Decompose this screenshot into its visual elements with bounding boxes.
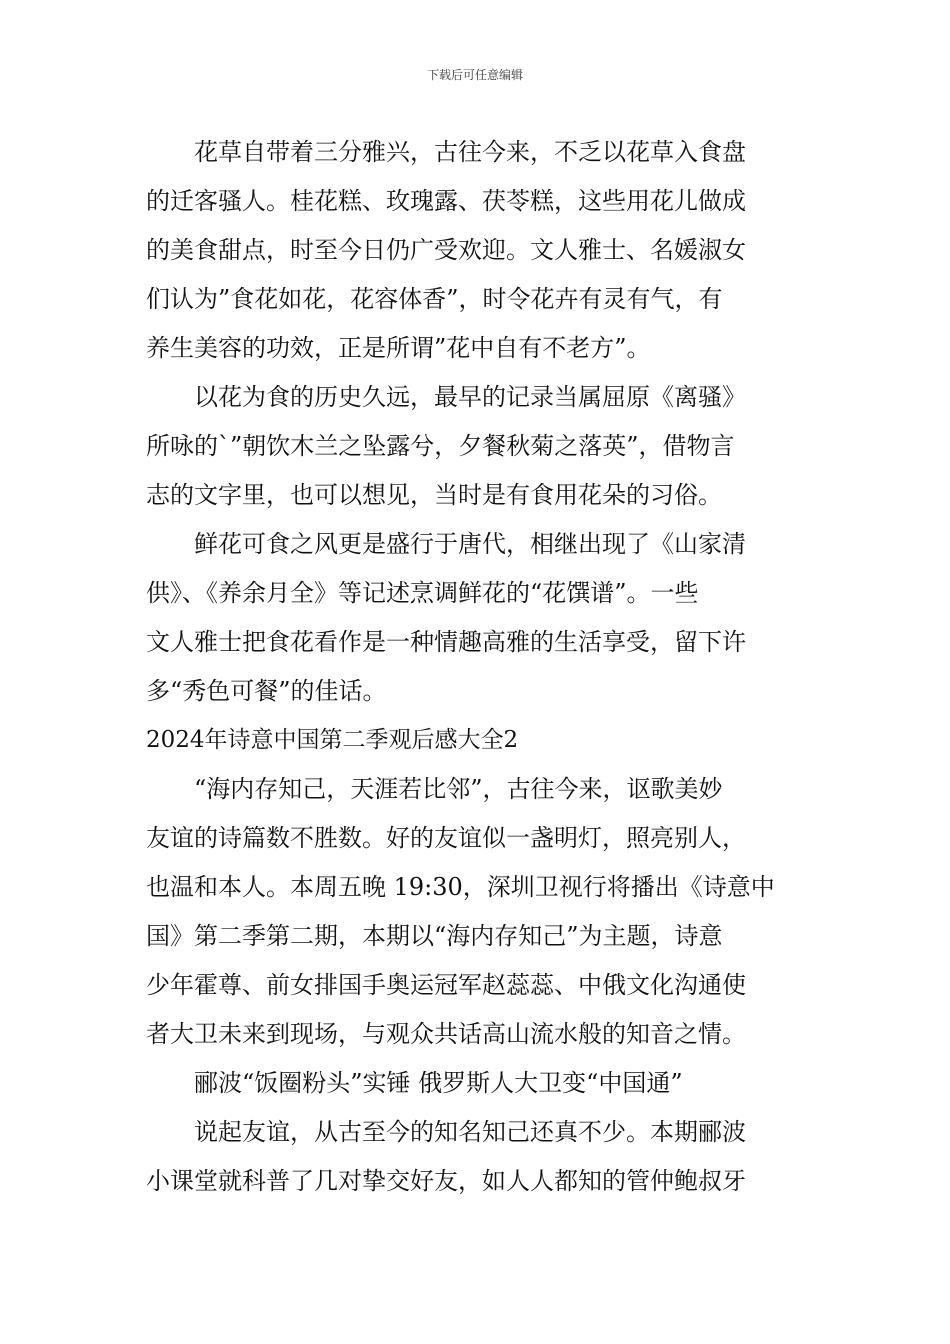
paragraph-2 [146, 373, 808, 520]
text-line: 文人雅士把食花看作是一种情趣高雅的生活享受，留下许 [146, 628, 746, 656]
text-line: 者大卫未来到现场，与观众共话高山流水般的知音之情。 [146, 1020, 746, 1048]
text-line: 志的文字里，也可以想见，当时是有食用花朵的习俗。 [146, 481, 722, 509]
text-line: 供》、《养余月全》等记述烹调鲜花的“花馔谱”。一些 [146, 579, 699, 607]
text-line: 多“秀色可餐”的佳话。 [146, 677, 387, 705]
text-line: 国》第二季第二期，本期以“海内存知己”为主题，诗意 [146, 922, 723, 950]
text-line: 花草自带着三分雅兴，古往今来，不乏以花草入食盘 [194, 138, 746, 166]
text-line: 的美食甜点，时至今日仍广受欢迎。文人雅士、名媛淑女 [146, 236, 746, 264]
paragraph-1 [146, 128, 808, 373]
paragraph-6 [146, 1108, 808, 1206]
text-line: 说起友谊，从古至今的知名知己还真不少。本期郦波 [194, 1118, 746, 1146]
text-line: 也温和本人。本周五晚 19:30，深圳卫视行将播出《诗意中 [146, 873, 775, 901]
text-line: 养生美容的功效，正是所谓”花中自有不老方”。 [146, 334, 651, 362]
text-line: 友谊的诗篇数不胜数。好的友谊似一盏明灯，照亮别人， [146, 824, 746, 852]
section-heading: 2024年诗意中国第二季观后感大全2 [146, 727, 519, 753]
paragraph-4 [146, 765, 808, 1059]
text-line: 以花为食的历史久远，最早的记录当属屈原《离骚》 [194, 383, 746, 411]
text-line: 鲜花可食之风更是盛行于唐代，相继出现了《山家清 [194, 530, 746, 558]
text-line: 郦波“饭圈粉头”实锤 俄罗斯人大卫变“中国通” [194, 1069, 683, 1097]
text-line: 的迁客骚人。桂花糕、玫瑰露、茯苓糕，这些用花儿做成 [146, 187, 746, 215]
text-line: 们认为”食花如花，花容体香”，时令花卉有灵有气，有 [146, 285, 723, 313]
text-line: “海内存知己，天涯若比邻”，古往今来，讴歌美妙 [194, 775, 723, 803]
paragraph-5-subheading [146, 1059, 808, 1108]
document-body [146, 128, 808, 1206]
text-line: 少年霍尊、前女排国手奥运冠军赵蕊蕊、中俄文化沟通使 [146, 971, 746, 999]
text-line: 所咏的`”朝饮木兰之坠露兮，夕餐秋菊之落英”，借物言 [146, 432, 735, 460]
page-header: 下载后可任意编辑 [426, 68, 523, 82]
paragraph-3 [146, 520, 808, 716]
text-line: 小课堂就科普了几对挚交好友，如人人都知的管仲鲍叔牙 [146, 1167, 746, 1195]
